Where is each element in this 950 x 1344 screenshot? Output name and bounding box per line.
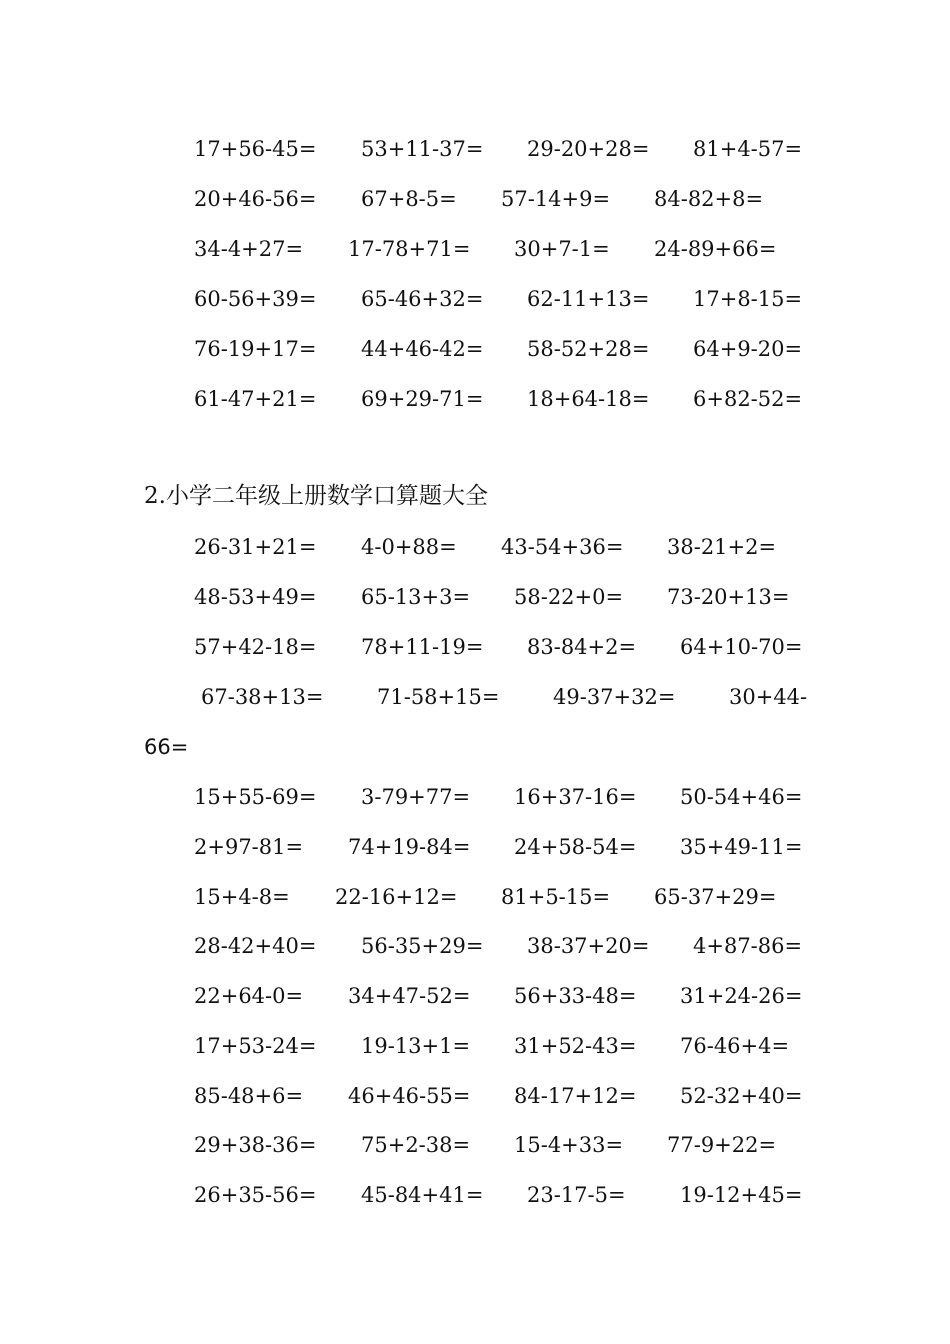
problem-row <box>0 1032 950 1072</box>
problem: 81+4-57= <box>693 137 803 161</box>
problem: 75+2-38= <box>361 1133 471 1157</box>
problem: 69+29-71= <box>361 387 484 411</box>
problem: 84-17+12= <box>514 1084 637 1108</box>
problem: 71-58+15= <box>377 685 500 709</box>
problem: 64+9-20= <box>693 337 803 361</box>
problem: 58-22+0= <box>514 585 624 609</box>
problem: 76-46+4= <box>680 1034 790 1058</box>
problem: 34+47-52= <box>348 984 471 1008</box>
problem: 15+55-69= <box>194 785 317 809</box>
problem: 45-84+41= <box>361 1183 484 1207</box>
problem: 50-54+46= <box>680 785 803 809</box>
problem-row <box>0 583 950 623</box>
problem: 38-37+20= <box>527 934 650 958</box>
problem-row <box>0 185 950 225</box>
problem: 76-19+17= <box>194 337 317 361</box>
problem-row <box>0 783 950 823</box>
problem: 57-14+9= <box>501 187 611 211</box>
problem: 15-4+33= <box>514 1133 624 1157</box>
problem: 4+87-86= <box>693 934 803 958</box>
problem-row <box>0 683 950 723</box>
problem: 65-46+32= <box>361 287 484 311</box>
problem: 77-9+22= <box>667 1133 777 1157</box>
problem: 26+35-56= <box>194 1183 317 1207</box>
problem: 28-42+40= <box>194 934 317 958</box>
problem: 60-56+39= <box>194 287 317 311</box>
problem-row <box>0 285 950 325</box>
problem: 38-21+2= <box>667 535 777 559</box>
problem: 29-20+28= <box>527 137 650 161</box>
problem: 24-89+66= <box>654 237 777 261</box>
problem-row <box>0 1181 950 1221</box>
problem: 24+58-54= <box>514 835 637 859</box>
problem: 3-79+77= <box>361 785 471 809</box>
problem: 64+10-70= <box>680 635 803 659</box>
problem: 31+52-43= <box>514 1034 637 1058</box>
problem: 73-20+13= <box>667 585 790 609</box>
problem: 19-13+1= <box>361 1034 471 1058</box>
problem-row <box>0 533 950 573</box>
problem-row <box>0 385 950 425</box>
problem: 16+37-16= <box>514 785 637 809</box>
problem-row <box>0 1082 950 1122</box>
problem: 17+56-45= <box>194 137 317 161</box>
problem: 30+44- <box>729 685 808 709</box>
problem: 57+42-18= <box>194 635 317 659</box>
problem-row <box>0 235 950 275</box>
problem: 83-84+2= <box>527 635 637 659</box>
problem: 23-17-5= <box>527 1183 626 1207</box>
problem: 67+8-5= <box>361 187 457 211</box>
problem: 6+82-52= <box>693 387 803 411</box>
problem: 61-47+21= <box>194 387 317 411</box>
problem: 65-37+29= <box>654 885 777 909</box>
problem: 85-48+6= <box>194 1084 304 1108</box>
problem: 53+11-37= <box>361 137 484 161</box>
problem: 67-38+13= <box>201 685 324 709</box>
problem-row <box>0 1131 950 1171</box>
problem: 46+46-55= <box>348 1084 471 1108</box>
problem: 29+38-36= <box>194 1133 317 1157</box>
problem: 56+33-48= <box>514 984 637 1008</box>
problem: 74+19-84= <box>348 835 471 859</box>
problem-row <box>0 982 950 1022</box>
problem-row <box>0 932 950 972</box>
problem: 20+46-56= <box>194 187 317 211</box>
problem: 56-35+29= <box>361 934 484 958</box>
problem: 2+97-81= <box>194 835 304 859</box>
problem-row <box>0 833 950 873</box>
problem: 52-32+40= <box>680 1084 803 1108</box>
problem: 49-37+32= <box>553 685 676 709</box>
problem: 48-53+49= <box>194 585 317 609</box>
problem: 19-12+45= <box>680 1183 803 1207</box>
problem-continuation: 66= <box>144 735 189 759</box>
problem: 62-11+13= <box>527 287 650 311</box>
problem-row <box>0 883 950 923</box>
problem: 44+46-42= <box>361 337 484 361</box>
problem: 30+7-1= <box>514 237 610 261</box>
problem: 22-16+12= <box>335 885 458 909</box>
problem: 58-52+28= <box>527 337 650 361</box>
section-title: 2.小学二年级上册数学口算题大全 <box>144 483 488 509</box>
problem: 22+64-0= <box>194 984 304 1008</box>
problem: 78+11-19= <box>361 635 484 659</box>
problem: 81+5-15= <box>501 885 611 909</box>
problem: 17-78+71= <box>348 237 471 261</box>
problem: 26-31+21= <box>194 535 317 559</box>
problem: 18+64-18= <box>527 387 650 411</box>
problem: 31+24-26= <box>680 984 803 1008</box>
problem: 17+8-15= <box>693 287 803 311</box>
problem-row <box>0 335 950 375</box>
problem: 43-54+36= <box>501 535 624 559</box>
problem: 17+53-24= <box>194 1034 317 1058</box>
problem-row <box>0 633 950 673</box>
problem: 34-4+27= <box>194 237 304 261</box>
problem: 15+4-8= <box>194 885 290 909</box>
problem: 4-0+88= <box>361 535 457 559</box>
problem-row <box>0 135 950 175</box>
problem: 65-13+3= <box>361 585 471 609</box>
problem: 35+49-11= <box>680 835 803 859</box>
problem: 84-82+8= <box>654 187 764 211</box>
